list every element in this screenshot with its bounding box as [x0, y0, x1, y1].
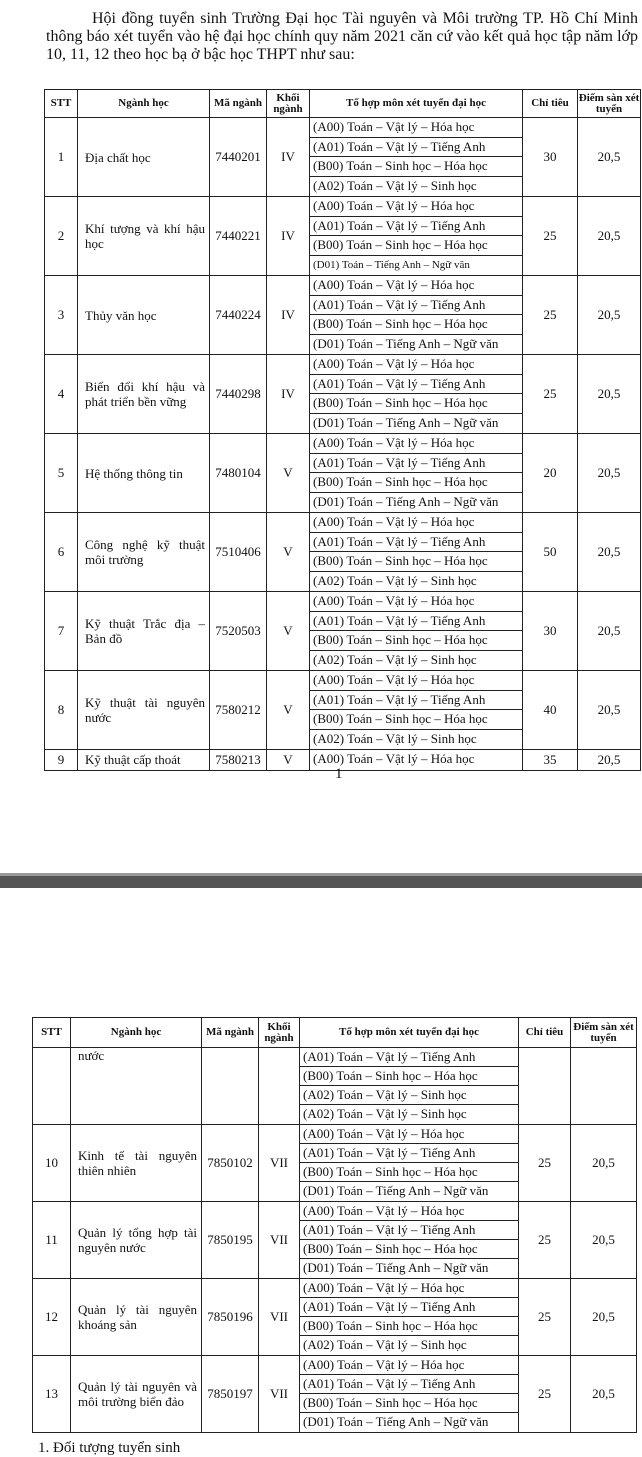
combo-item: (D01) Toán – Tiếng Anh – Ngữ văn [313, 414, 499, 430]
header-chitieu: Chỉ tiêu [523, 90, 578, 118]
header-stt: STT [33, 1018, 71, 1048]
row-score: 20,5 [578, 434, 641, 513]
row-code: 7850195 [202, 1202, 259, 1279]
row-stt: 9 [45, 750, 78, 771]
combo-item: (B00) Toán – Sinh học – Hóa học [310, 473, 522, 493]
table-row [33, 1125, 637, 1202]
row-quota: 25 [519, 1356, 571, 1433]
row-stt: 10 [33, 1125, 71, 1202]
row-combos [310, 513, 523, 592]
combo-list [300, 1125, 518, 1201]
row-quota: 20 [523, 434, 578, 513]
table-row [45, 592, 641, 671]
combo-item: (A01) Toán – Vật lý – Tiếng Anh [310, 296, 522, 316]
combo-item: (A00) Toán – Vật lý – Hóa học [300, 1125, 518, 1144]
combo-item: (A00) Toán – Vật lý – Hóa học [300, 1279, 518, 1298]
row-stt: 4 [45, 355, 78, 434]
combo-item: (A01) Toán – Vật lý – Tiếng Anh [310, 217, 522, 237]
combo-item: (A00) Toán – Vật lý – Hóa học [310, 197, 522, 217]
header-nganh: Ngành học [71, 1018, 202, 1048]
table-row [33, 1356, 637, 1433]
row-stt: 11 [33, 1202, 71, 1279]
combo-item: (A02) Toán – Vật lý – Sinh học [313, 177, 477, 193]
row-code: 7850102 [202, 1125, 259, 1202]
row-name: Công nghệ kỹ thuật môi trường [78, 513, 210, 592]
combo-list [300, 1356, 518, 1432]
combo-list [310, 276, 522, 354]
combo-item: (A00) Toán – Vật lý – Hóa học [310, 355, 522, 375]
row-name: Hệ thống thông tin [78, 434, 210, 513]
combo-item: (B00) Toán – Sinh học – Hóa học [300, 1317, 518, 1336]
header-chitieu: Chỉ tiêu [519, 1018, 571, 1048]
row-block: IV [267, 276, 310, 355]
combo-item: (D01) Toán – Tiếng Anh – Ngữ văn [303, 1260, 489, 1275]
page-divider [0, 876, 642, 888]
combo-list [300, 1048, 518, 1124]
combo-list [310, 118, 522, 196]
row-block: V [267, 592, 310, 671]
row-name: Quản lý tài nguyên và môi trường biển đảo [71, 1356, 202, 1433]
row-block: VII [259, 1356, 300, 1433]
row-score: 20,5 [578, 671, 641, 750]
row-code [202, 1048, 259, 1125]
row-quota: 25 [519, 1202, 571, 1279]
row-code: 7440224 [210, 276, 267, 355]
combo-item: (B00) Toán – Sinh học – Hóa học [310, 157, 522, 177]
row-score: 20,5 [571, 1202, 637, 1279]
header-ma: Mã ngành [202, 1018, 259, 1048]
combo-item: (B00) Toán – Sinh học – Hóa học [300, 1163, 518, 1182]
row-stt: 12 [33, 1279, 71, 1356]
table-row [45, 355, 641, 434]
combo-list [310, 513, 522, 591]
combo-item: (B00) Toán – Sinh học – Hóa học [310, 552, 522, 572]
combo-item: (A02) Toán – Vật lý – Sinh học [313, 651, 477, 667]
combo-item: (B00) Toán – Sinh học – Hóa học [310, 236, 522, 256]
row-stt: 13 [33, 1356, 71, 1433]
table-header-row [33, 1018, 637, 1048]
combo-item: (A00) Toán – Vật lý – Hóa học [310, 671, 522, 691]
row-combos [310, 592, 523, 671]
row-combos [310, 197, 523, 276]
row-code: 7480104 [210, 434, 267, 513]
row-stt: 7 [45, 592, 78, 671]
row-score: 20,5 [578, 592, 641, 671]
row-quota: 25 [519, 1279, 571, 1356]
row-name: Kỹ thuật tài nguyên nước [78, 671, 210, 750]
combo-item: (A00) Toán – Vật lý – Hóa học [300, 1356, 518, 1375]
row-stt: 8 [45, 671, 78, 750]
admission-table-page-1 [44, 89, 641, 771]
combo-list [300, 1202, 518, 1278]
row-combos [300, 1125, 519, 1202]
combo-item: (A00) Toán – Vật lý – Hóa học [310, 118, 522, 138]
combo-list [310, 197, 522, 275]
combo-item: (A02) Toán – Vật lý – Sinh học [300, 1086, 518, 1105]
intro-text: Hội đồng tuyển sinh Trường Đại học Tài nguyên và Môi trường TP. Hồ Chí Minh thông báo xét tuyển vào hệ đại học chính quy năm 2021 căn cứ vào kết quả học tập năm lớp 10, 11, 12 theo học bạ ở bậc học THPT như sau: [46, 10, 638, 63]
row-combos [310, 671, 523, 750]
row-combos [300, 1356, 519, 1433]
header-tohop: Tổ hợp môn xét tuyển đại học [300, 1018, 519, 1048]
row-name: Quản lý tổng hợp tài nguyên nước [71, 1202, 202, 1279]
row-code: 7510406 [210, 513, 267, 592]
combo-item: (D01) Toán – Tiếng Anh – Ngữ văn [303, 1183, 489, 1198]
row-quota: 50 [523, 513, 578, 592]
combo-item: (D01) Toán – Tiếng Anh – Ngữ văn [313, 258, 470, 271]
combo-item: (A01) Toán – Vật lý – Tiếng Anh [300, 1298, 518, 1317]
row-score: 20,5 [571, 1279, 637, 1356]
table-header-row [45, 90, 641, 118]
combo-item: (A01) Toán – Vật lý – Tiếng Anh [300, 1221, 518, 1240]
combo-item: (A00) Toán – Vật lý – Hóa học [300, 1202, 518, 1221]
header-diem: Điểm sàn xét tuyển [571, 1018, 637, 1048]
row-quota: 25 [523, 355, 578, 434]
row-code: 7440221 [210, 197, 267, 276]
row-combos [300, 1048, 519, 1125]
row-quota: 35 [523, 750, 578, 771]
row-name: Kỹ thuật cấp thoát [78, 750, 210, 771]
row-name: Kinh tế tài nguyên thiên nhiên [71, 1125, 202, 1202]
combo-item: (D01) Toán – Tiếng Anh – Ngữ văn [313, 335, 499, 351]
table-row [45, 434, 641, 513]
admission-table-page-2 [32, 1017, 637, 1433]
combo-item: (B00) Toán – Sinh học – Hóa học [300, 1394, 518, 1413]
row-score: 20,5 [578, 750, 641, 771]
combo-item: (D01) Toán – Tiếng Anh – Ngữ văn [303, 1414, 489, 1429]
combo-item: (B00) Toán – Sinh học – Hóa học [300, 1067, 518, 1086]
combo-list [310, 355, 522, 433]
row-quota: 25 [523, 197, 578, 276]
row-block: V [267, 750, 310, 771]
combo-item: (B00) Toán – Sinh học – Hóa học [310, 394, 522, 414]
header-nganh: Ngành học [78, 90, 210, 118]
row-stt: 1 [45, 118, 78, 197]
combo-item: (A00) Toán – Vật lý – Hóa học [310, 276, 522, 296]
header-khoi: Khối ngành [267, 90, 310, 118]
row-block: VII [259, 1202, 300, 1279]
table-row [33, 1202, 637, 1279]
combo-item: (A00) Toán – Vật lý – Hóa học [310, 513, 522, 533]
row-name: nước [71, 1048, 202, 1125]
combo-item: (D01) Toán – Tiếng Anh – Ngữ văn [313, 493, 499, 509]
footer-heading: 1. Đối tượng tuyển sinh [38, 1440, 181, 1456]
combo-item: (A01) Toán – Vật lý – Tiếng Anh [310, 454, 522, 474]
combo-list [310, 592, 522, 670]
row-quota: 25 [519, 1125, 571, 1202]
row-code: 7440201 [210, 118, 267, 197]
table-row [33, 1048, 637, 1125]
row-code: 7850196 [202, 1279, 259, 1356]
row-quota: 30 [523, 118, 578, 197]
row-code: 7850197 [202, 1356, 259, 1433]
combo-item: (A01) Toán – Vật lý – Tiếng Anh [310, 612, 522, 632]
row-block: VII [259, 1125, 300, 1202]
row-stt: 5 [45, 434, 78, 513]
row-name: Địa chất học [78, 118, 210, 197]
combo-item: (A00) Toán – Vật lý – Hóa học [310, 592, 522, 612]
row-combos [300, 1279, 519, 1356]
intro-paragraph [46, 10, 638, 64]
table-row [45, 276, 641, 355]
combo-list [310, 671, 522, 749]
row-name: Biến đổi khí hậu và phát triển bền vững [78, 355, 210, 434]
row-quota: 40 [523, 671, 578, 750]
row-stt: 2 [45, 197, 78, 276]
row-name: Kỹ thuật Trắc địa – Bản đồ [78, 592, 210, 671]
row-score [571, 1048, 637, 1125]
row-stt [33, 1048, 71, 1125]
combo-item: (B00) Toán – Sinh học – Hóa học [310, 710, 522, 730]
combo-list [310, 434, 522, 512]
row-score: 20,5 [578, 197, 641, 276]
row-combos [310, 118, 523, 197]
table-row [45, 513, 641, 592]
table-row [45, 118, 641, 197]
combo-item: (A02) Toán – Vật lý – Sinh học [303, 1337, 467, 1352]
combo-item: (B00) Toán – Sinh học – Hóa học [310, 631, 522, 651]
row-score: 20,5 [578, 118, 641, 197]
row-name: Thủy văn học [78, 276, 210, 355]
table-row [45, 197, 641, 276]
combo-item: (A01) Toán – Vật lý – Tiếng Anh [310, 691, 522, 711]
row-block: IV [267, 355, 310, 434]
row-score: 20,5 [571, 1356, 637, 1433]
row-score: 20,5 [578, 513, 641, 592]
row-code: 7580212 [210, 671, 267, 750]
page-number: 1 [335, 766, 343, 782]
row-score: 20,5 [578, 355, 641, 434]
combo-item: (A01) Toán – Vật lý – Tiếng Anh [310, 533, 522, 553]
row-block: V [267, 671, 310, 750]
combo-item: (A01) Toán – Vật lý – Tiếng Anh [300, 1144, 518, 1163]
combo-item: (A02) Toán – Vật lý – Sinh học [313, 730, 477, 746]
row-code: 7520503 [210, 592, 267, 671]
combo-item: (A00) Toán – Vật lý – Hóa học [313, 751, 475, 766]
row-quota [519, 1048, 571, 1125]
table-row [33, 1279, 637, 1356]
row-block: IV [267, 118, 310, 197]
header-ma: Mã ngành [210, 90, 267, 118]
header-khoi: Khối ngành [259, 1018, 300, 1048]
combo-item: (A01) Toán – Vật lý – Tiếng Anh [310, 375, 522, 395]
row-quota: 25 [523, 276, 578, 355]
table-row [45, 671, 641, 750]
combo-item: (A01) Toán – Vật lý – Tiếng Anh [300, 1375, 518, 1394]
row-block [259, 1048, 300, 1125]
row-block: VII [259, 1279, 300, 1356]
combo-item: (A01) Toán – Vật lý – Tiếng Anh [300, 1048, 518, 1067]
row-name: Quản lý tài nguyên khoáng sản [71, 1279, 202, 1356]
combo-item: (A02) Toán – Vật lý – Sinh học [303, 1106, 467, 1121]
row-stt: 3 [45, 276, 78, 355]
combo-item: (B00) Toán – Sinh học – Hóa học [310, 315, 522, 335]
row-combos [310, 355, 523, 434]
header-stt: STT [45, 90, 78, 118]
row-combos [300, 1202, 519, 1279]
row-block: IV [267, 197, 310, 276]
combo-item: (A02) Toán – Vật lý – Sinh học [313, 572, 477, 588]
header-tohop: Tổ hợp môn xét tuyển đại học [310, 90, 523, 118]
combo-item: (A01) Toán – Vật lý – Tiếng Anh [310, 138, 522, 158]
header-diem: Điểm sàn xét tuyển [578, 90, 641, 118]
row-stt: 6 [45, 513, 78, 592]
row-quota: 30 [523, 592, 578, 671]
row-combos [310, 276, 523, 355]
row-score: 20,5 [578, 276, 641, 355]
combo-item: (B00) Toán – Sinh học – Hóa học [300, 1240, 518, 1259]
row-code: 7580213 [210, 750, 267, 771]
row-code: 7440298 [210, 355, 267, 434]
row-name: Khí tượng và khí hậu học [78, 197, 210, 276]
table-row [45, 750, 641, 771]
combo-list [300, 1279, 518, 1355]
row-score: 20,5 [571, 1125, 637, 1202]
row-block: V [267, 434, 310, 513]
combo-item: (A00) Toán – Vật lý – Hóa học [310, 434, 522, 454]
row-combos [310, 434, 523, 513]
row-block: V [267, 513, 310, 592]
